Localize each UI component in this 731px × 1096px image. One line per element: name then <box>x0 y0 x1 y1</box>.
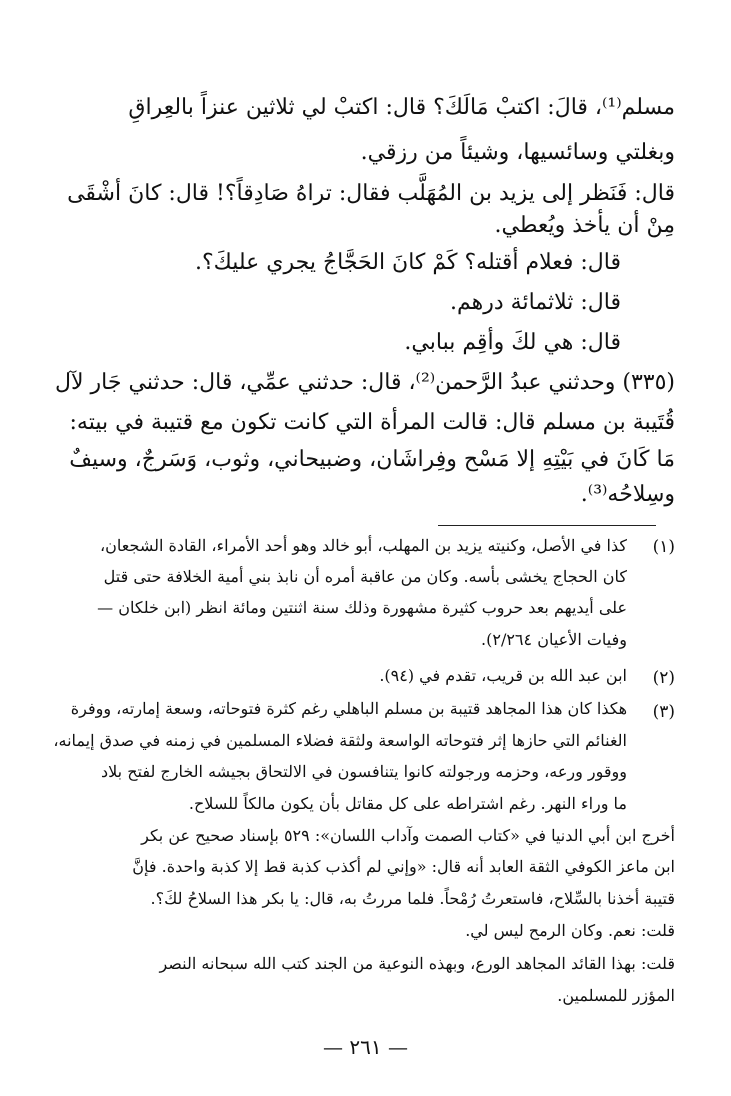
main-line: قال: فَنَظر إلى يزيد بن المُهَلَّب فقال: تراهُ صَادِقاً؟! قال: كانَ أشْقَى <box>67 181 675 206</box>
main-line: مسلم⁽¹⁾، قالَ: اكتبْ مَالَكَ؟ قال: اكتبْ لي ثلاثين عنزاً بالعِراقِ <box>128 95 675 120</box>
footnote-number: (٢) <box>652 668 675 688</box>
footnote-line: الغنائم التي حازها إثر فتوحاته الواسعة ولثقة فضلاء المسلمين في زمنه في صدق إيمانه، <box>53 731 627 750</box>
footnote-line: على أيديهم بعد حروب كثيرة مشهورة وذلك سنة اثنتين ومائة انظر (ابن خلكان — <box>97 598 627 617</box>
footnote-line: كان الحجاج يخشى بأسه. وكان من عاقبة أمره أن نابذ بني أمية الخلافة حتى قتل <box>103 567 627 586</box>
footnote-line: هكذا كان هذا المجاهد قتيبة بن مسلم الباهلي رغم كثرة فتوحاته، وسعة إمارته، ووفرة <box>70 699 627 718</box>
footnote-line: قلت: بهذا القائد المجاهد الورع، وبهذه النوعية من الجند كتب الله سبحانه النصر <box>159 954 675 973</box>
footnote-separator <box>438 525 656 526</box>
main-line: قال: ثلاثمائة درهم. <box>450 290 621 315</box>
footnote-line: قتيبة أخذنا بالسِّلاح، فاستعرتُ رُمْحاً. فلما مررتُ به، قال: يا بكر هذا السلاحُ لكَ؟. <box>150 889 675 908</box>
main-line: مَا كَانَ في بَيْتِهِ إلا مَسْح وفِراشَان، وضبيحاني، وثوب، وَسَرجٌ، وسيفٌ <box>69 447 675 472</box>
footnote-line: قلت: نعم. وكان الرمح ليس لي. <box>465 921 675 940</box>
footnote-line: ابن عبد الله بن قريب، تقدم في (٩٤). <box>379 666 627 685</box>
main-line: وسِلاحُه⁽³⁾. <box>580 482 675 507</box>
footnote-line: أخرج ابن أبي الدنيا في «كتاب الصمت وآداب اللسان»: ٥٢٩ بإسناد صحيح عن بكر <box>141 826 675 845</box>
footnote-line: كذا في الأصل، وكنيته يزيد بن المهلب، أبو خالد وهو أحد الأمراء، القادة الشجعان، <box>100 536 627 555</box>
footnote-number: (٣) <box>652 702 675 722</box>
main-line: (٣٣٥) وحدثني عبدُ الرَّحمن⁽²⁾، قال: حدثني عمِّي، قال: حدثني جَار لآل <box>55 370 675 395</box>
footnote-line: ابن ماعز الكوفي الثقة العابد أنه قال: «وإني لم أكذب كذبة قط إلا كذبة واحدة. فإنَّ <box>132 857 675 876</box>
page-number: — ٢٦١ — <box>323 1035 408 1059</box>
main-line: قُتَيبة بن مسلم قال: قالت المرأة التي كانت تكون مع قتيبة في بيته: <box>69 410 675 435</box>
footnote-line: المؤزر للمسلمين. <box>557 986 675 1005</box>
main-line: قال: فعلام أقتله؟ كَمْ كانَ الحَجَّاجُ يجري عليكَ؟. <box>195 250 621 275</box>
footnote-number: (١) <box>652 537 675 557</box>
footnote-line: ووقور ورعه، وحزمه ورجولته كانوا يتنافسون في الالتحاق بجيشه الخارج لفتح بلاد <box>100 762 627 781</box>
footnote-line: ما وراء النهر. رغم اشتراطه على كل مقاتل بأن يكون مالكاً للسلاح. <box>188 794 627 813</box>
main-line: وبغلتي وسائسيها، وشيئاً من رزقي. <box>360 140 675 165</box>
main-line: مِنْ أن يأخذ ويُعطي. <box>494 213 675 238</box>
main-line: قال: هي لكَ وأقِم ببابي. <box>404 330 621 355</box>
footnote-line: وفيات الأعيان ٢/٢٦٤). <box>481 630 627 649</box>
